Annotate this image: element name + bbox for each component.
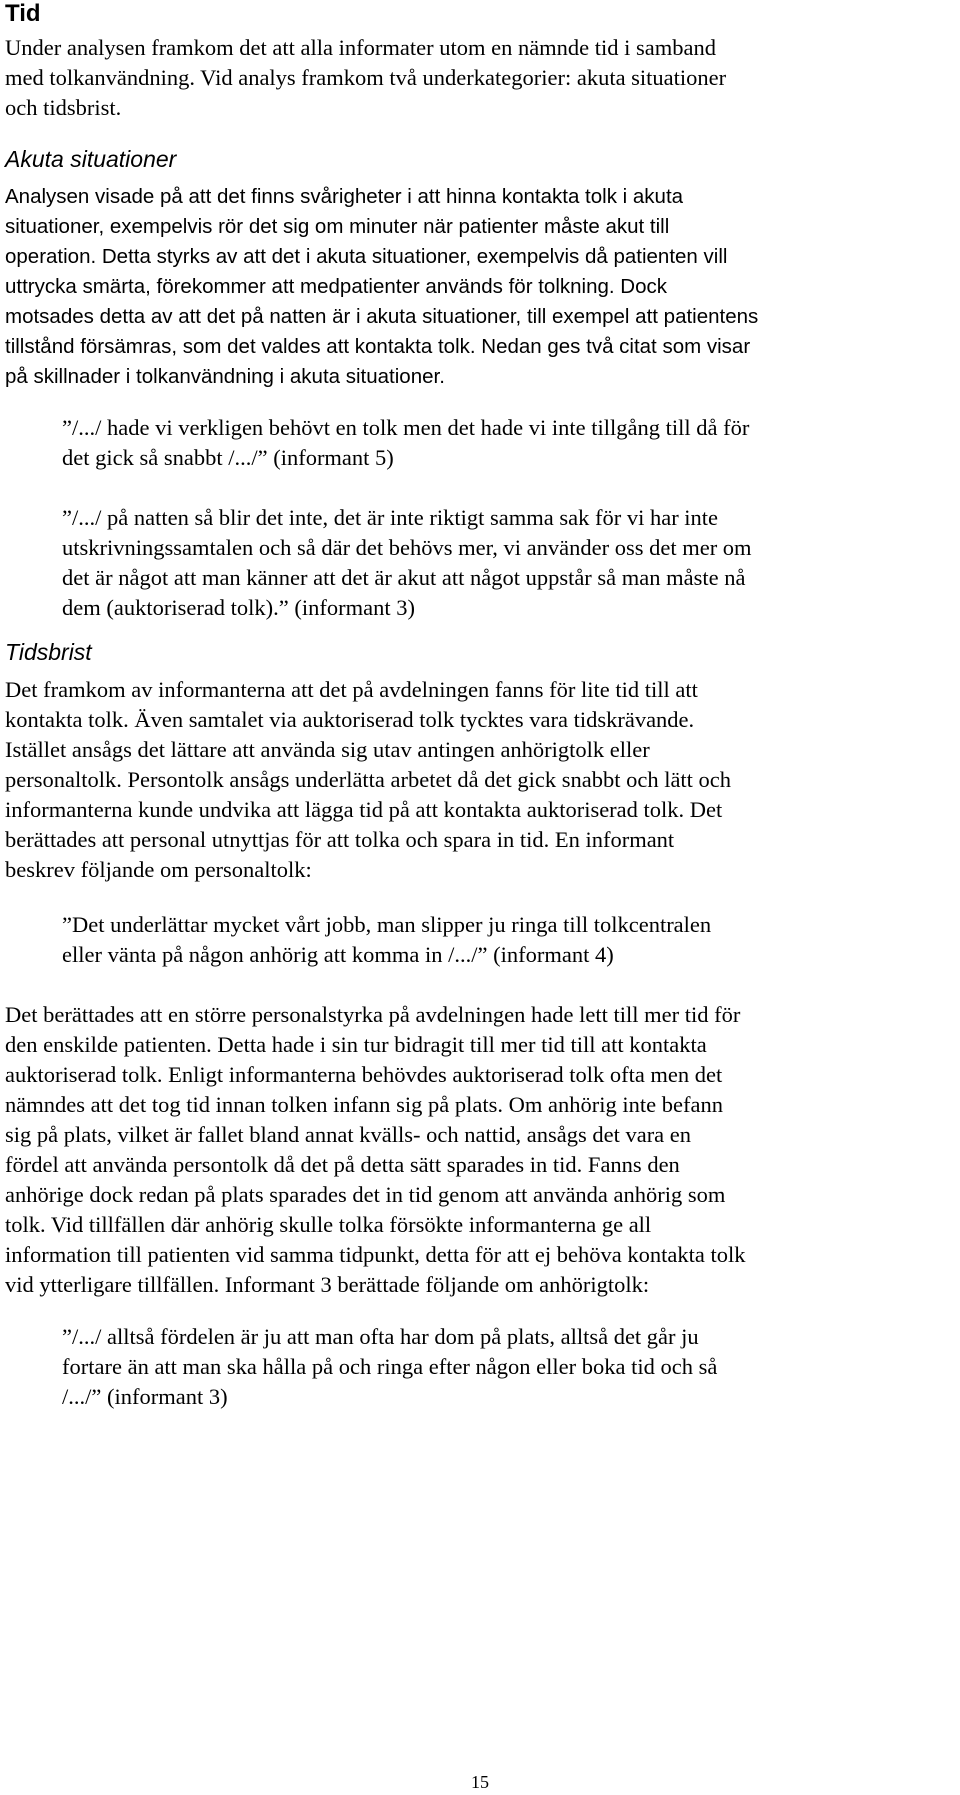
quote-line: ”/.../ på natten så blir det inte, det är inte riktigt samma sak för vi har inte — [62, 505, 719, 530]
quote-informant-3-anhorig — [62, 1322, 955, 1412]
tidsbrist-paragraph-1 — [5, 675, 955, 885]
text-line: Istället ansågs det lättare att använda sig utav antingen anhörigtolk eller — [5, 737, 650, 762]
text-line: Det berättades att en större personalstyrka på avdelningen hade lett till mer tid för — [5, 1002, 741, 1027]
quote-line: det gick så snabbt /.../” (informant 5) — [62, 445, 394, 470]
text-line: situationer, exempelvis rör det sig om minuter när patienter måste akut till — [5, 215, 670, 238]
text-line: den enskilde patienten. Detta hade i sin tur bidragit till mer tid till att kontakta — [5, 1032, 707, 1057]
text-line: och tidsbrist. — [5, 95, 122, 120]
quote-line: ”/.../ hade vi verkligen behövt en tolk men det hade vi inte tillgång till då för — [62, 415, 750, 440]
text-line: med tolkanvändning. Vid analys framkom två underkategorier: akuta situationer — [5, 65, 727, 90]
text-line: Under analysen framkom det att alla informater utom en nämnde tid i samband — [5, 35, 717, 60]
quote-line: dem (auktoriserad tolk).” (informant 3) — [62, 595, 416, 620]
text-line: auktoriserad tolk. Enligt informanterna behövdes auktoriserad tolk ofta men det — [5, 1062, 723, 1087]
text-line: fördel att använda persontolk då det på detta sätt sparades in tid. Fanns den — [5, 1152, 680, 1177]
text-line: berättades att personal utnyttjas för att tolka och spara in tid. En informant — [5, 827, 675, 852]
text-line: information till patienten vid samma tidpunkt, detta för att ej behöva kontakta tolk — [5, 1242, 746, 1267]
text-line: informanterna kunde undvika att lägga tid på att kontakta auktoriserad tolk. Det — [5, 797, 723, 822]
text-line: motsades detta av att det på natten är i akuta situationer, till exempel att patientens — [5, 305, 759, 328]
quote-line: ”Det underlättar mycket vårt jobb, man slipper ju ringa till tolkcentralen — [62, 912, 712, 937]
text-line: uttrycka smärta, förekommer att medpatienter används för tolkning. Dock — [5, 275, 667, 298]
quote-line: utskrivningssamtalen och så där det behövs mer, vi använder oss det mer om — [62, 535, 752, 560]
quote-line: det är något att man känner att det är akut att något uppstår så man måste nå — [62, 565, 746, 590]
page-number: 15 — [471, 1772, 489, 1792]
text-line: anhörige dock redan på plats sparades det in tid genom att använda anhörig som — [5, 1182, 726, 1207]
akuta-paragraph — [5, 182, 955, 392]
quote-informant-5 — [62, 413, 955, 473]
text-line: operation. Detta styrks av att det i akuta situationer, exempelvis då patienten vill — [5, 245, 728, 268]
text-line: tillstånd försämras, som det valdes att kontakta tolk. Nedan ges två citat som visar — [5, 335, 751, 358]
quote-informant-4 — [62, 910, 955, 970]
intro-paragraph — [5, 33, 955, 123]
text-line: personaltolk. Persontolk ansågs underlätta arbetet då det gick snabbt och lätt och — [5, 767, 732, 792]
quote-line: eller vänta på någon anhörig att komma in /.../” (informant 4) — [62, 942, 614, 967]
text-line: kontakta tolk. Även samtalet via auktoriserad tolk tycktes vara tidskrävande. — [5, 707, 695, 732]
quote-informant-3-night — [62, 503, 955, 623]
text-line: sig på plats, vilket är fallet bland annat kvälls- och nattid, ansågs det vara en — [5, 1122, 692, 1147]
quote-line: ”/.../ alltså fördelen är ju att man ofta har dom på plats, alltså det går ju — [62, 1324, 699, 1349]
quote-line: /.../” (informant 3) — [62, 1384, 228, 1409]
text-line: vid ytterligare tillfällen. Informant 3 berättade följande om anhörigtolk: — [5, 1272, 650, 1297]
quote-line: fortare än att man ska hålla på och ringa efter någon eller boka tid och så — [62, 1354, 718, 1379]
text-line: beskrev följande om personaltolk: — [5, 857, 312, 882]
subheading-tidsbrist: Tidsbrist — [5, 639, 92, 665]
text-line: tolk. Vid tillfällen där anhörig skulle tolka försökte informanterna ge all — [5, 1212, 652, 1237]
section-heading-tid: Tid — [5, 0, 41, 27]
text-line: Analysen visade på att det finns svårigheter i att hinna kontakta tolk i akuta — [5, 185, 684, 208]
text-line: Det framkom av informanterna att det på avdelningen fanns för lite tid till att — [5, 677, 698, 702]
subheading-akuta-situationer: Akuta situationer — [5, 146, 177, 172]
tidsbrist-paragraph-2 — [5, 1000, 955, 1300]
text-line: nämndes att det tog tid innan tolken infann sig på plats. Om anhörig inte befann — [5, 1092, 723, 1117]
text-line: på skillnader i tolkanvändning i akuta situationer. — [5, 365, 445, 388]
